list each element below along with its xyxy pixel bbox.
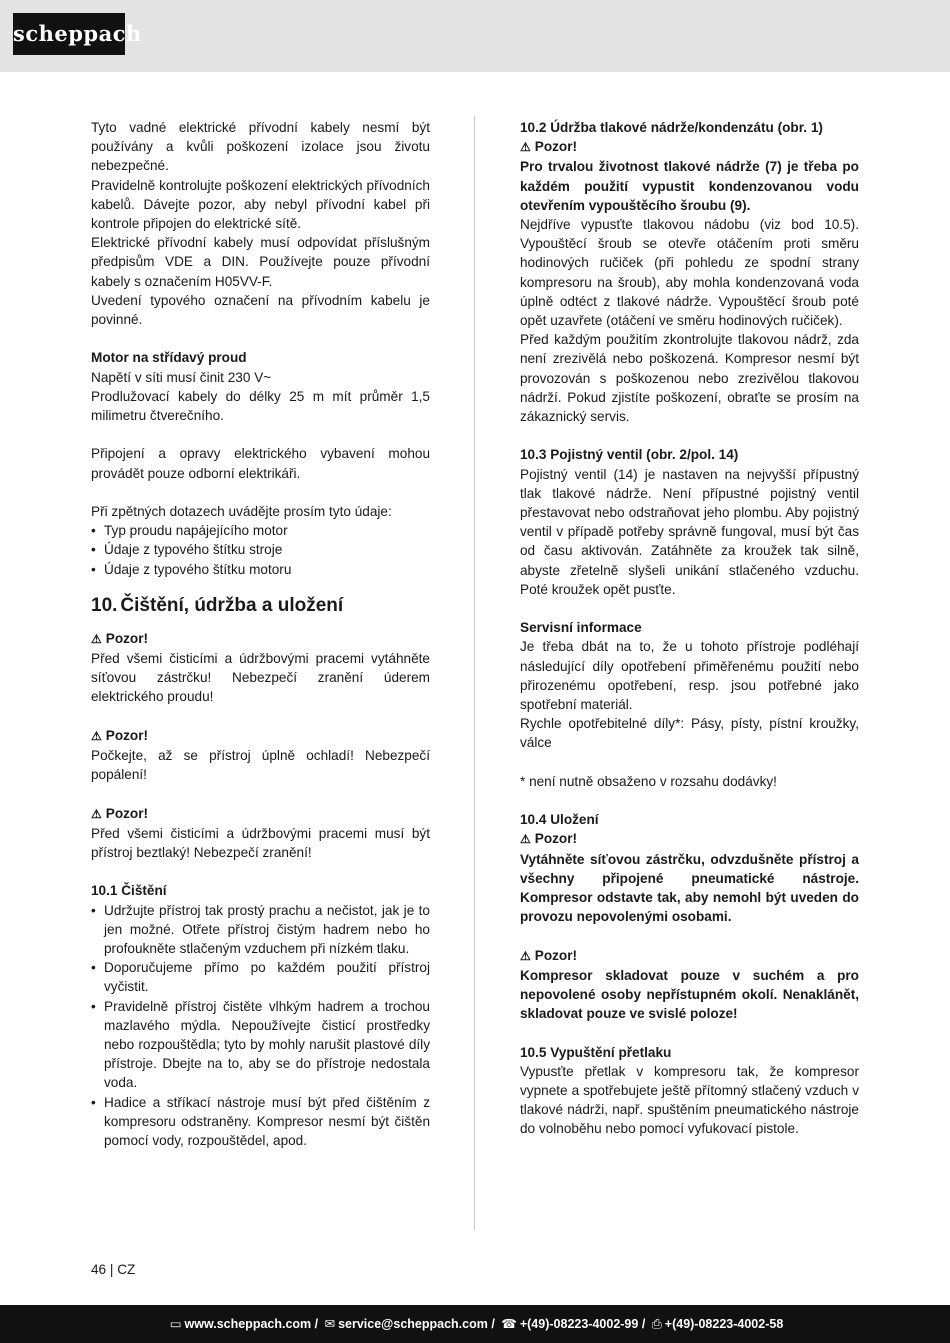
- paragraph: Připojení a opravy elektrického vybavení mohou provádět pouze odborní elektrikáři.: [91, 446, 430, 481]
- warning-heading: ⚠ Pozor!: [91, 804, 430, 824]
- warning-triangle-icon: ⚠: [91, 728, 102, 743]
- warning-triangle-icon: ⚠: [520, 832, 531, 847]
- paragraph: Při zpětných dotazech uvádějte prosím tyto údaje:: [91, 504, 392, 520]
- list-item: • Hadice a stříkací nástroje musí být před čištěním z kompresoru odstraněny. Kompresor nesmí být čištěn pomocí vody, rozpouštědel, apod.: [91, 1094, 430, 1149]
- list-item: • Údaje z typového štítku motoru: [91, 561, 292, 577]
- paragraph: Před všemi čisticími a údržbovými pracemi musí být přístroj beztlaký! Nebezpečí zranění!: [91, 825, 430, 861]
- page-number: 46 | CZ: [91, 1262, 136, 1277]
- warning-heading: ⚠ Pozor!: [520, 137, 859, 157]
- cleaning-list: [91, 901, 430, 1151]
- tank-heading: 10.2 Údržba tlakové nádrže/kondenzátu (obr. 1): [520, 120, 823, 135]
- paragraph: Před každým použitím zkontrolujte tlakovou nádrž, zda není zrezivělá nebo poškozená. Kompresor nesmí být provozován s poškozenou nebo zrezivělou tlakovou nádrží. Pokud zjistíte poškození, obraťte se prosím na zákaznický servis.: [520, 332, 859, 425]
- paragraph: Napětí v síti musí činit 230 V~: [91, 369, 272, 385]
- warning-heading: ⚠ Pozor!: [91, 726, 430, 746]
- list-item: • Doporučujeme přímo po každém použití přístroj vyčistit.: [91, 960, 430, 995]
- paragraph: Prodlužovací kabely do délky 25 m mít průměr 1,5 milimetru čtverečního.: [91, 388, 430, 424]
- warning-triangle-icon: ⚠: [520, 948, 531, 963]
- paragraph: Vypusťte přetlak v kompresoru tak, že kompresor vypnete a spotřebujete ještě přítomný stlačený vzduch v tlakové nádrži, např. spuštěním pneumatického nástroje do volnoběhu nebo pomocí vyfukovací pistole.: [520, 1063, 859, 1137]
- paragraph: Pravidelně kontrolujte poškození elektrických přívodních kabelů. Dávejte pozor, aby nebyl přívodní kabel při kontrole připojen do elektrické sítě.: [91, 177, 430, 232]
- storage-heading: 10.4 Uložení: [520, 812, 599, 828]
- storage-warning: Kompresor skladovat pouze v suchém a pro nepovolené osoby nepřístupném okolí. Nenaklánět, skladovat pouze ve svislé poloze!: [520, 967, 859, 1022]
- email-link[interactable]: service@scheppach.com: [338, 1317, 488, 1331]
- warning-heading: ⚠ Pozor!: [520, 829, 859, 849]
- right-column: [520, 118, 859, 1139]
- paragraph: Tyto vadné elektrické přívodní kabely nesmí být používány a kvůli poškození izolace jsou životu nebezpečné.: [91, 120, 430, 174]
- warning-triangle-icon: ⚠: [520, 140, 531, 155]
- phone-icon: ☎: [501, 1317, 517, 1331]
- motor-heading: Motor na střídavý proud: [91, 350, 247, 366]
- service-heading: Servisní informace: [520, 620, 642, 636]
- warning-triangle-icon: ⚠: [91, 631, 102, 646]
- warning-heading: ⚠ Pozor!: [91, 629, 430, 649]
- inquiry-list: [91, 521, 430, 579]
- footnote: * není nutně obsaženo v rozsahu dodávky!: [520, 773, 777, 789]
- scheppach-logo: scheppach: [13, 13, 125, 55]
- paragraph: Počkejte, až se přístroj úplně ochladí! Nebezpečí popálení!: [91, 748, 430, 783]
- paragraph: Uvedení typového označení na přívodním kabelu je povinné.: [91, 292, 430, 328]
- phone-number: +(49)-08223-4002-99: [519, 1317, 639, 1331]
- footer-bar: ▭ www.scheppach.com / ✉ service@scheppach.com / ☎ +(49)-08223-4002-99 / ⎙ +(49)-08223-4002-58: [0, 1305, 950, 1343]
- paragraph: Pojistný ventil (14) je nastaven na nejvyšší přípustný tlak tlakové nádrže. Není přípustné pojistný ventil přestavovat nebo odstraňovat jeho plombu. Aby pojistný ventil v případě potřeby správně fungoval, musí být čas od času aktivován. Zatáhněte za kroužek tak silně, abyste zřetelně slyšeli unikání stlačeného vzduchu. Poté kroužek opět pusťte.: [520, 466, 859, 597]
- chapter-title: Čištění, údržba a uložení: [120, 594, 344, 616]
- paragraph: Nejdříve vypusťte tlakovou nádobu (viz bod 10.5). Vypouštěcí šroub se otevře otáčením proti směru hodinových ručiček (při pohledu ze spodní strany kompresoru na šroub), aby mohla kondenzovaná voda úplně odtéct z tlakové nádrže. Vypouštěcí šroub poté opět uzavřete (otáčení ve směru hodinových ručiček).: [520, 217, 859, 329]
- paragraph: Před všemi čisticími a údržbovými pracemi vytáhněte síťovou zástrčku! Nebezpečí zranění úderem elektrického proudu!: [91, 651, 430, 705]
- warning-triangle-icon: ⚠: [91, 806, 102, 821]
- list-item: • Udržujte přístroj tak prostý prachu a nečistot, jak je to jen možné. Otřete přístroj čistým hadrem nebo ho profoukněte stlačeným vzduchem při nízkém tlaku.: [91, 902, 430, 957]
- list-item: • Typ proudu napájejícího motor: [91, 523, 288, 539]
- column-divider: [474, 116, 475, 1230]
- release-heading: 10.5 Vypuštění přetlaku: [520, 1044, 672, 1060]
- paragraph: Je třeba dbát na to, že u tohoto přístroje podléhají následující díly opotřebení přiměřenému použití nebo přirozenému opotřebení, resp. jsou potřebné jako spotřební materiál.: [520, 639, 859, 713]
- fax-number: +(49)-08223-4002-58: [664, 1317, 784, 1331]
- chapter-heading: [91, 593, 430, 619]
- list-item: • Údaje z typového štítku stroje: [91, 542, 283, 558]
- list-item: • Pravidelně přístroj čistěte vlhkým hadrem a trochou mazlavého mýdla. Nepoužívejte čisticí prostředky nebo rozpouštědla; tyto by mohly narušit plastové díly přístroje. Dbejte na to, aby se do přístroje nedostala voda.: [91, 998, 430, 1091]
- fax-icon: ⎙: [651, 1317, 662, 1331]
- paragraph: Elektrické přívodní kabely musí odpovídat příslušným předpisům VDE a DIN. Používejte pouze přívodní kabely s označením H05VV-F.: [91, 235, 430, 289]
- storage-warning: Vytáhněte síťovou zástrčku, odvzdušněte přístroj a všechny připojené pneumatické nástroje. Kompresor odstavte tak, aby nemohl být uveden do provozu nepovolenými osobami.: [520, 851, 859, 925]
- cleaning-heading: 10.1 Čištění: [91, 883, 167, 899]
- website-link[interactable]: www.scheppach.com: [184, 1317, 312, 1331]
- tank-warning: Pro trvalou životnost tlakové nádrže (7) je třeba po každém použití vypustit kondenzovanou vodu otevřením vypouštěcího šroubu (9).: [520, 159, 859, 213]
- computer-icon: ▭: [169, 1317, 182, 1331]
- left-column: [91, 118, 430, 1150]
- warning-heading: ⚠ Pozor!: [520, 946, 859, 966]
- header-bar: [0, 0, 950, 72]
- valve-heading: 10.3 Pojistný ventil (obr. 2/pol. 14): [520, 447, 739, 463]
- chapter-number: 10.: [91, 594, 118, 616]
- envelope-icon: ✉: [324, 1317, 336, 1331]
- paragraph: Rychle opotřebitelné díly*: Pásy, písty, pístní kroužky, válce: [520, 716, 859, 751]
